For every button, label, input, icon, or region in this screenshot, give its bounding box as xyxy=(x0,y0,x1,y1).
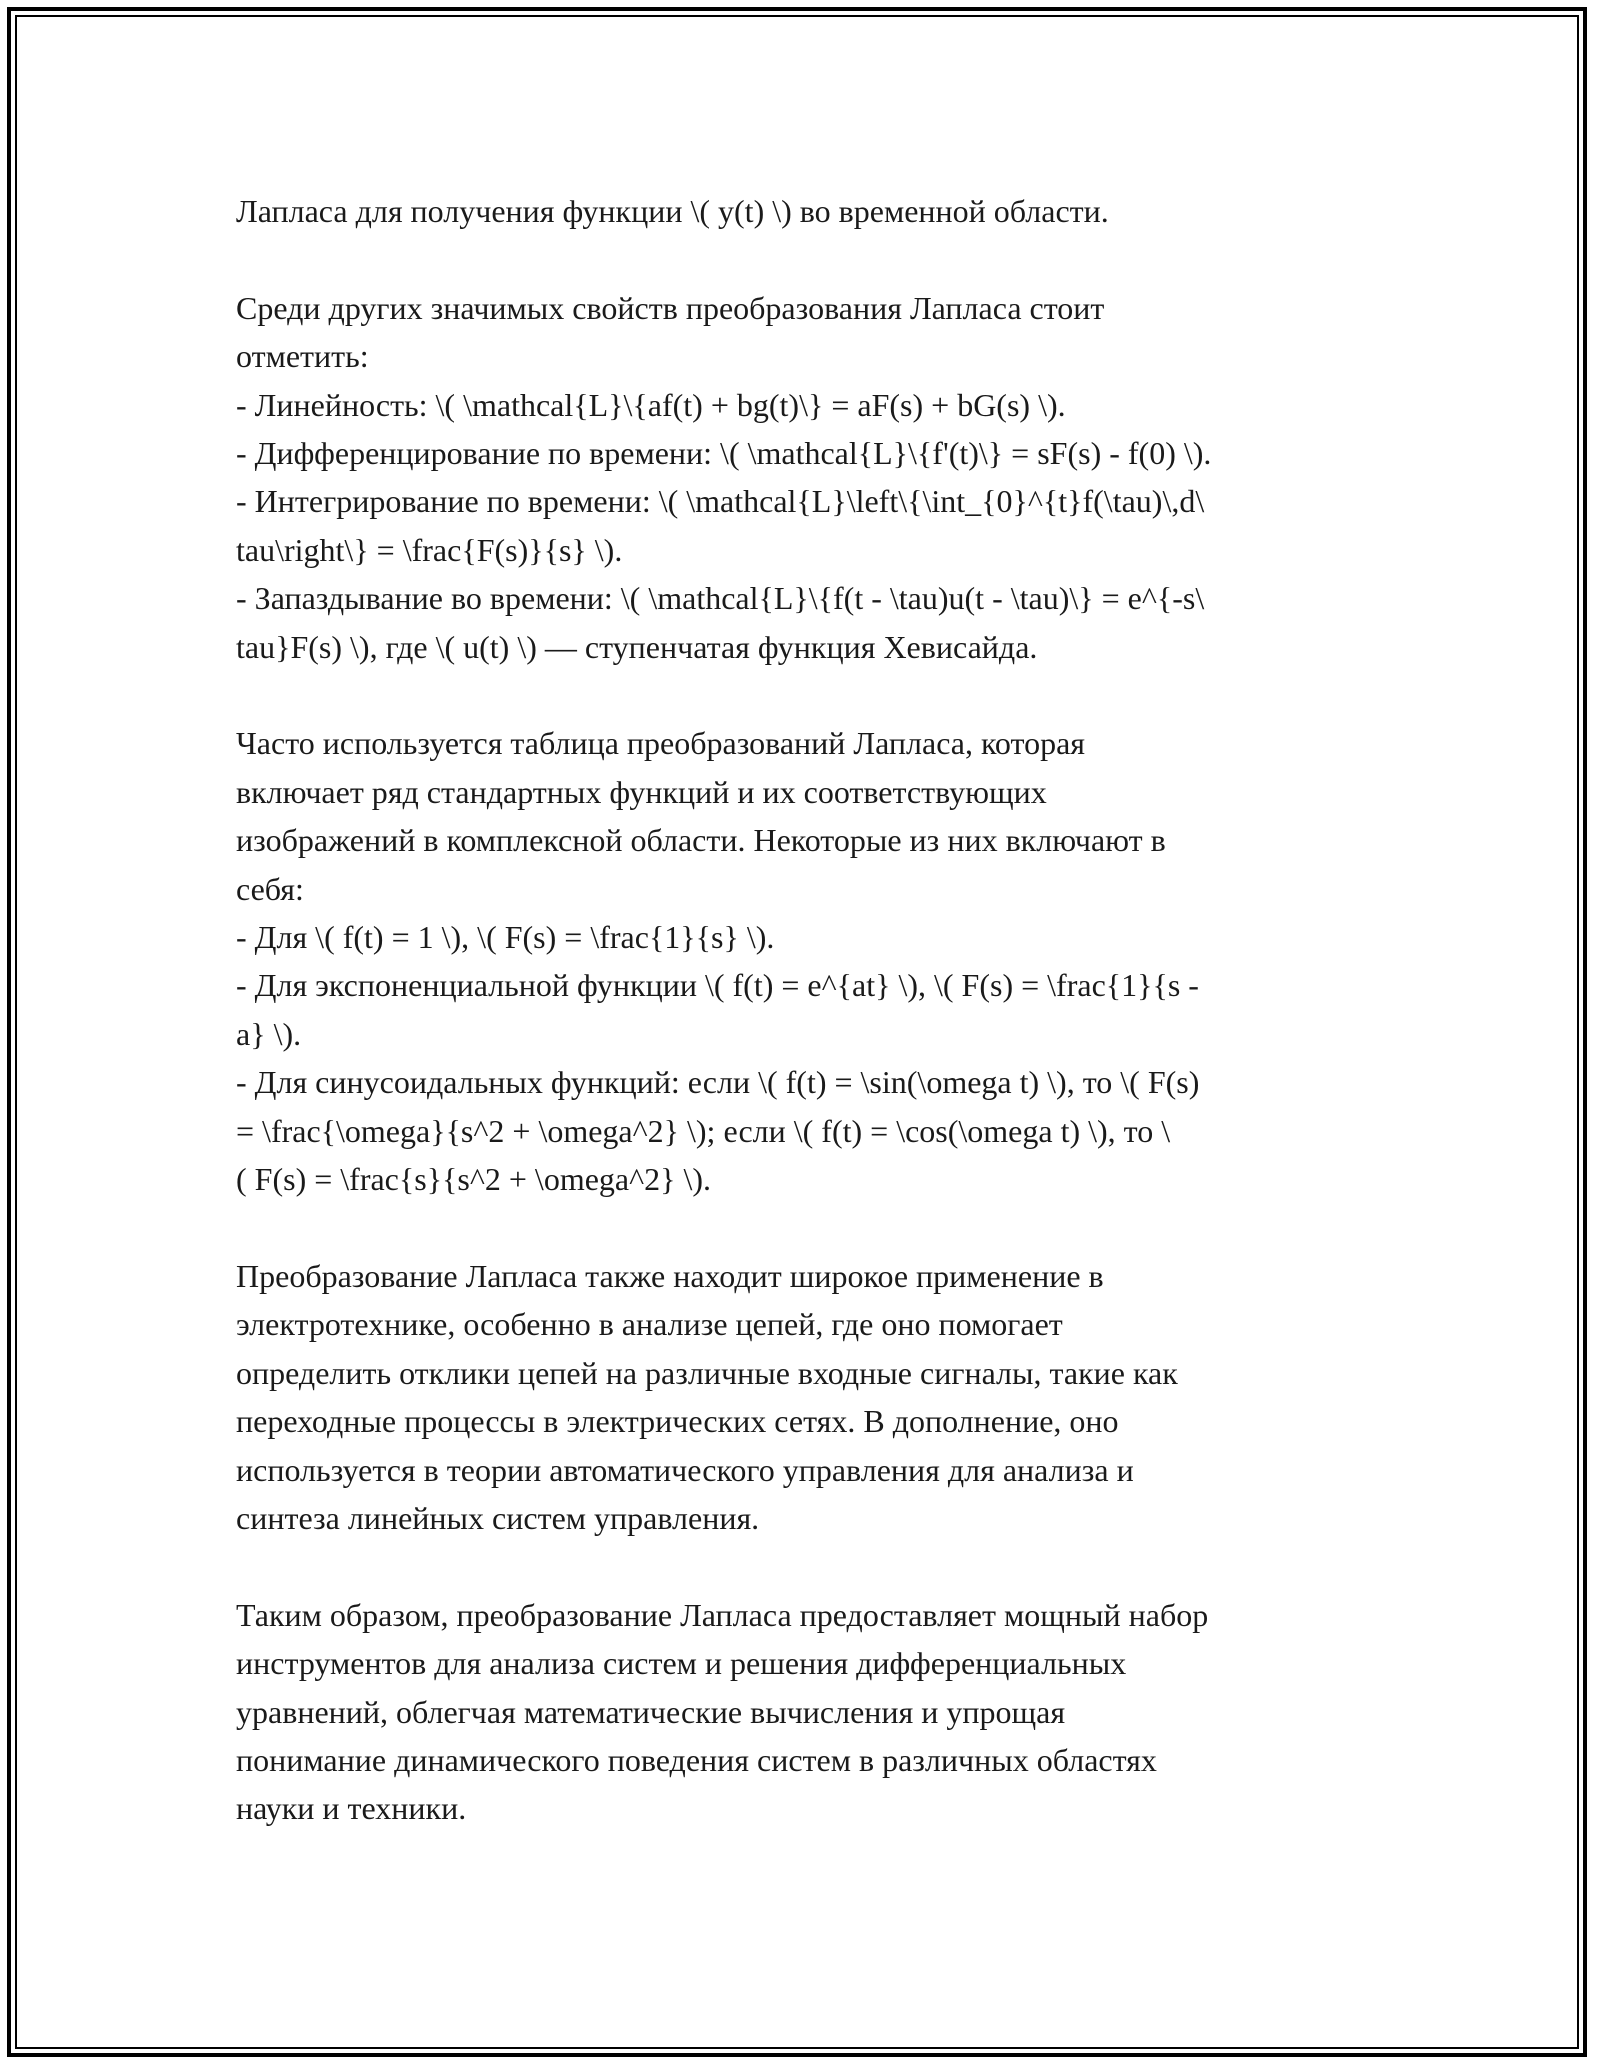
text-line: переходные процессы в электрических сетях. В дополнение, оно xyxy=(236,1403,1119,1440)
text-line: Таким образом, преобразование Лапласа предоставляет мощный набор xyxy=(236,1596,1209,1633)
text-line: синтеза линейных систем управления. xyxy=(236,1499,760,1536)
document-body xyxy=(236,187,1376,1833)
list-item-sinusoidal: - Для синусоидальных функций: если \( f(t) = \sin(\omega t) \), то \( F(s) xyxy=(236,1064,1200,1101)
text-line: электротехнике, особенно в анализе цепей, где оно помогает xyxy=(236,1306,1063,1343)
text-line: Часто используется таблица преобразований Лапласа, которая xyxy=(236,725,1085,762)
text-line: ( F(s) = \frac{s}{s^2 + \omega^2} \). xyxy=(236,1161,712,1198)
text-line: = \frac{\omega}{s^2 + \omega^2} \); если \( f(t) = \cos(\omega t) \), то \ xyxy=(236,1112,1171,1149)
text-line: отметить: xyxy=(236,338,369,375)
text-line: инструментов для анализа систем и решения дифференциальных xyxy=(236,1645,1127,1682)
text-line: изображений в комплексной области. Некоторые из них включают в xyxy=(236,822,1166,859)
list-item-constant: - Для \( f(t) = 1 \), \( F(s) = \frac{1}{s} \). xyxy=(236,919,775,956)
text-line: tau}F(s) \), где \( u(t) \) — ступенчатая функция Хевисайда. xyxy=(236,628,1038,665)
list-item-time-delay: - Запаздывание во времени: \( \mathcal{L}\{f(t - \tau)u(t - \tau)\} = e^{-s\ xyxy=(236,580,1205,617)
text-line: tau\right\} = \frac{F(s)}{s} \). xyxy=(236,531,623,568)
list-item-exponential: - Для экспоненциальной функции \( f(t) = e^{at} \), \( F(s) = \frac{1}{s - xyxy=(236,967,1199,1004)
text-line: включает ряд стандартных функций и их соответствующих xyxy=(236,773,1047,810)
text-line: науки и техники. xyxy=(236,1790,467,1827)
text-line: определить отклики цепей на различные входные сигналы, такие как xyxy=(236,1354,1178,1391)
paragraph-properties xyxy=(236,284,1376,671)
paragraph-transform-table xyxy=(236,719,1376,1203)
text-line: Лапласа для получения функции \( y(t) \) во временной области. xyxy=(236,193,1109,229)
list-item-integration: - Интегрирование по времени: \( \mathcal{L}\left\{\int_{0}^{t}f(\tau)\,d\ xyxy=(236,483,1205,520)
text-line: понимание динамического поведения систем в различных областях xyxy=(236,1741,1157,1778)
paragraph-applications xyxy=(236,1252,1376,1542)
list-item-differentiation: - Дифференцирование по времени: \( \mathcal{L}\{f'(t)\} = sF(s) - f(0) \). xyxy=(236,435,1212,472)
text-line: a} \). xyxy=(236,1015,302,1052)
text-line: Среди других значимых свойств преобразования Лапласа стоит xyxy=(236,289,1105,326)
text-line: используется в теории автоматического управления для анализа и xyxy=(236,1451,1134,1488)
list-item-linearity: - Линейность: \( \mathcal{L}\{af(t) + bg(t)\} = aF(s) + bG(s) \). xyxy=(236,386,1066,423)
text-line: себя: xyxy=(236,870,304,907)
text-line: уравнений, облегчая математические вычисления и упрощая xyxy=(236,1693,1066,1730)
paragraph-intro xyxy=(236,187,1376,235)
text-line: Преобразование Лапласа также находит широкое применение в xyxy=(236,1257,1104,1294)
paragraph-conclusion xyxy=(236,1591,1376,1833)
